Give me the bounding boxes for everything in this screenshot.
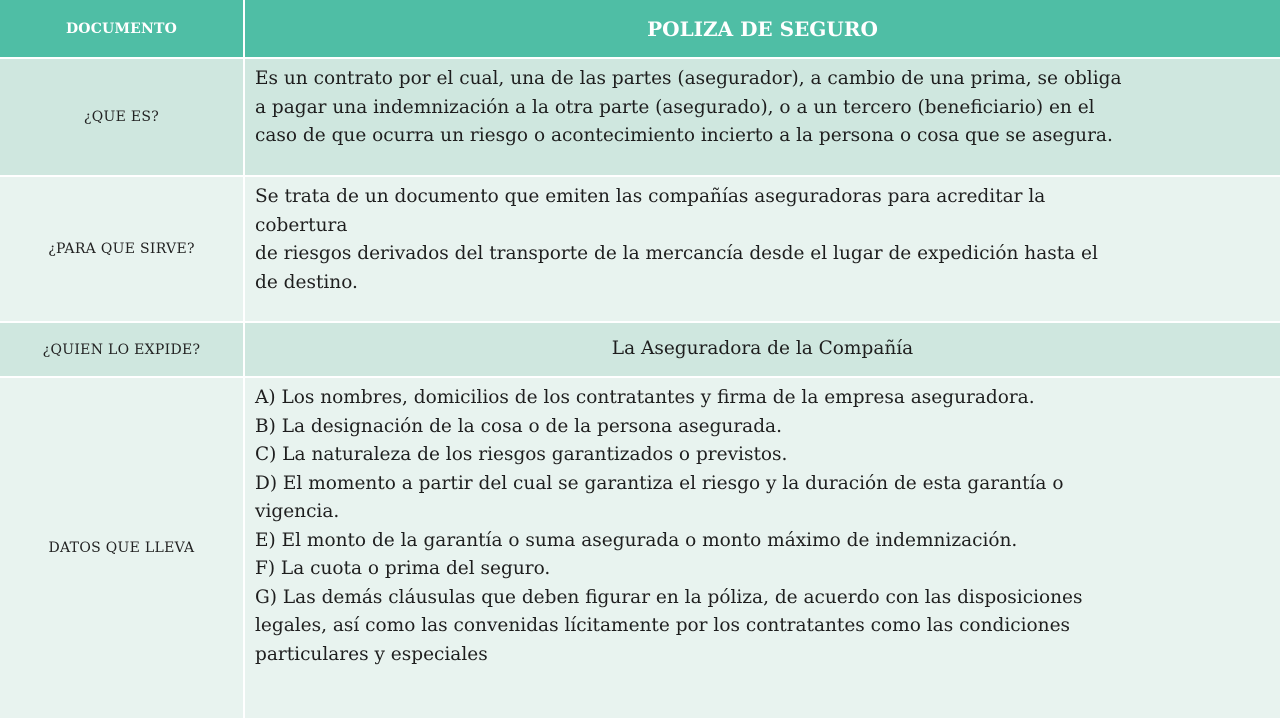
content-line: de destino. bbox=[255, 271, 358, 293]
row-label-que-es: ¿QUE ES? bbox=[0, 59, 245, 177]
content-line: caso de que ocurra un riesgo o acontecimiento incierto a la persona o cosa que se asegura. bbox=[255, 125, 1113, 146]
row-content-datos-que-lleva bbox=[245, 378, 1280, 720]
content-line: A) Los nombres, domicilios de los contratantes y firma de la empresa aseguradora. bbox=[255, 387, 1035, 408]
content-line: cobertura bbox=[255, 214, 348, 236]
row-content-que-es bbox=[245, 59, 1280, 177]
row-label-datos-que-lleva: DATOS QUE LLEVA bbox=[0, 378, 245, 720]
content-line: Se trata de un documento que emiten las compañías aseguradoras para acreditar la bbox=[255, 186, 1046, 207]
header-document-label: DOCUMENTO bbox=[0, 0, 245, 59]
row-content-quien-lo-expide: La Aseguradora de la Compañía bbox=[245, 323, 1280, 378]
content-line: particulares y especiales bbox=[255, 643, 488, 665]
content-line: F) La cuota o prima del seguro. bbox=[255, 558, 551, 579]
content-line: Es un contrato por el cual, una de las partes (asegurador), a cambio de una prima, se obliga bbox=[255, 68, 1122, 89]
content-line: legales, así como las convenidas lícitamente por los contratantes como las condiciones bbox=[255, 615, 1071, 636]
content-line: de riesgos derivados del transporte de la mercancía desde el lugar de expedición hasta el bbox=[255, 243, 1098, 264]
header-title: POLIZA DE SEGURO bbox=[245, 0, 1280, 59]
row-label-quien-lo-expide: ¿QUIEN LO EXPIDE? bbox=[0, 323, 245, 378]
content-line: C) La naturaleza de los riesgos garantizados o previstos. bbox=[255, 444, 788, 465]
content-line: B) La designación de la cosa o de la persona asegurada. bbox=[255, 415, 782, 437]
content-line: D) El momento a partir del cual se garantiza el riesgo y la duración de esta garantía o bbox=[255, 472, 1064, 494]
content-line: vigencia. bbox=[255, 501, 340, 522]
row-content-para-que-sirve bbox=[245, 177, 1280, 323]
content-line: a pagar una indemnización a la otra parte (asegurado), o a un tercero (beneficiario) en el bbox=[255, 96, 1095, 118]
row-label-para-que-sirve: ¿PARA QUE SIRVE? bbox=[0, 177, 245, 323]
content-line: E) El monto de la garantía o suma asegurada o monto máximo de indemnización. bbox=[255, 529, 1018, 551]
content-line: G) Las demás cláusulas que deben figurar en la póliza, de acuerdo con las disposiciones bbox=[255, 586, 1083, 608]
